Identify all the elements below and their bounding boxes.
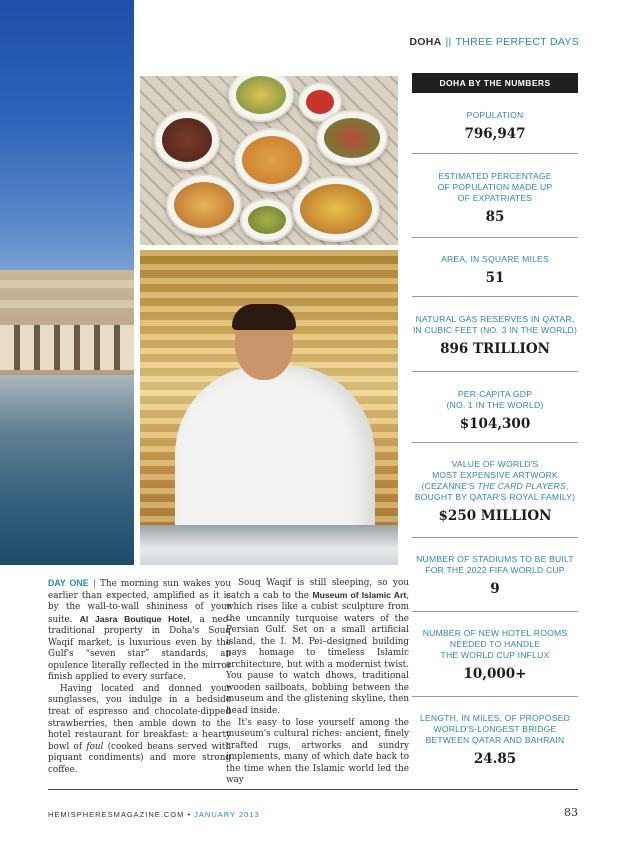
footer-site: HEMISPHERESMAGAZINE.COM: [48, 810, 185, 819]
stat-value: $104,300: [459, 416, 531, 432]
page-number: 83: [564, 806, 578, 819]
stat-value: 796,947: [464, 126, 526, 142]
stat-population: [412, 93, 578, 154]
article-column-2: [226, 578, 409, 787]
stat-label-line: BOUGHT BY QATAR'S ROYAL FAMILY): [414, 492, 576, 502]
man-hair: [232, 304, 296, 330]
stat-label: [412, 713, 578, 746]
footer-rule: [48, 789, 578, 790]
stat-label-line: THE WORLD CUP INFLUX: [440, 650, 550, 660]
water: [0, 375, 134, 565]
stat-label-line: MOST EXPENSIVE ARTWORK: [432, 470, 558, 480]
stat-gdp: [412, 372, 578, 443]
stat-value: 51: [485, 270, 505, 286]
numbers-sidebar: [412, 73, 578, 777]
building-tier: [0, 300, 134, 308]
article-text: Souq Waqif is still sleeping, so you catch a cab to the: [226, 578, 409, 601]
stat-label-line: NEEDED TO HANDLE: [449, 639, 541, 649]
stat-value: 9: [490, 581, 500, 597]
article-text: , which rises like a cubist sculpture from the uncannily turquoise waters of the Persian Gulf. Set on a small artificial island, the I. M. Pei–designed building pays homage to timeless Islamic architecture, but with a modernist twist. You pause to watch dhows, traditional wooden sailboats, bobbing between the museum and the glistening skyline, then head inside.: [226, 590, 409, 717]
header-city: DOHA: [409, 36, 442, 48]
stat-label-line: PER-CAPITA GDP: [457, 389, 533, 399]
stat-label-line: LENGTH, IN MILES, OF PROPOSED: [419, 713, 570, 723]
article-paragraph: [226, 578, 409, 718]
stat-label: [412, 389, 578, 411]
running-header: [409, 36, 579, 48]
stat-expatriates: [412, 154, 578, 238]
article-paragraph: It's easy to lose yourself among the museum's cultural riches: ancient, finely crafted rugs, artworks and sundry implements, many of which date back to the time when the Islamic world led the way: [226, 717, 409, 786]
stat-bridge: [412, 697, 578, 777]
stat-label: [412, 314, 578, 336]
plate: [292, 176, 380, 242]
day-kicker: DAY ONE: [48, 578, 89, 588]
stat-label-text: ,: [565, 481, 569, 491]
museum-name: Museum of Islamic Art: [312, 589, 407, 600]
article-column-1: [48, 578, 231, 776]
header-separator: ||: [445, 36, 452, 48]
footer-date: JANUARY 2013: [194, 810, 260, 819]
footer-credit: [48, 810, 260, 819]
hotel-name: Al Jasra Boutique Hotel: [79, 613, 190, 624]
stat-label-line: FOR THE 2022 FIFA WORLD CUP: [425, 565, 565, 575]
stat-stadiums: [412, 538, 578, 612]
stat-label-line: NATURAL GAS RESERVES IN QATAR,: [415, 314, 575, 324]
stat-artwork: [412, 443, 578, 538]
header-series: THREE PERFECT DAYS: [455, 36, 579, 48]
stat-area: [412, 238, 578, 297]
stat-value: $250 MILLION: [438, 508, 552, 524]
stat-label: [412, 554, 578, 576]
stat-label-line: ESTIMATED PERCENTAGE: [438, 171, 552, 181]
stat-gas-reserves: [412, 297, 578, 372]
museum-arches: [0, 325, 134, 370]
article-paragraph: [48, 578, 231, 684]
plate: [234, 128, 310, 192]
glass-counter: [140, 525, 398, 565]
stat-label-line: OF EXPATRIATES: [457, 193, 533, 203]
plate: [166, 174, 242, 236]
stat-label-line: NUMBER OF STADIUMS TO BE BUILT: [416, 554, 574, 564]
article-text: The morning sun wakes you earlier than expected, amplified as it is by the wall-to-wall shininess of your suite.: [48, 579, 231, 625]
stat-label-line: BETWEEN QATAR AND BAHRAIN: [425, 735, 565, 745]
artwork-title: THE CARD PLAYERS: [477, 481, 566, 491]
stat-label-line: [412, 481, 578, 492]
stat-label: AREA, IN SQUARE MILES: [441, 254, 549, 264]
stat-label-line: IN CUBIC FEET (NO. 3 IN THE WORLD): [412, 325, 578, 335]
stat-value: 896 TRILLION: [440, 341, 550, 357]
plate: [316, 110, 388, 166]
building-tier: [0, 280, 134, 288]
food-photo: [140, 76, 398, 245]
stat-label-line: WORLD'S-LONGEST BRIDGE: [433, 724, 557, 734]
kicker-separator: |: [92, 579, 96, 589]
plate: [154, 110, 220, 170]
stat-label: [412, 459, 578, 503]
article-text: , a neo-traditional property in Doha's Souq Waqif market, is luxurious even by the Gulf's “seven star” standards, an opulence literally reflected in the mirror finish applied to every surface.: [48, 614, 232, 683]
stat-label-line: (NO. 1 IN THE WORLD): [446, 400, 544, 410]
article-paragraph: [48, 684, 231, 776]
stat-value: 10,000+: [463, 666, 527, 682]
stat-label-line: OF POPULATION MADE UP: [437, 182, 553, 192]
sidebar-title: DOHA BY THE NUMBERS: [412, 73, 578, 93]
stat-label-line: VALUE OF WORLD'S: [451, 459, 539, 469]
footer-dot: •: [184, 810, 195, 819]
gold-souq-photo: [140, 250, 398, 565]
article-text: (cooked beans served with piquant condiments) and more strong coffee.: [48, 741, 232, 775]
plate: [240, 198, 294, 242]
stat-label-text: (CEZANNE'S: [421, 481, 478, 491]
stat-label: [412, 171, 578, 204]
sky: [0, 0, 134, 300]
stat-label: POPULATION: [466, 110, 524, 120]
stat-label-line: NUMBER OF NEW HOTEL ROOMS: [422, 628, 568, 638]
stat-hotel-rooms: [412, 612, 578, 697]
stat-label: [412, 628, 578, 661]
foul-term: foul: [86, 741, 104, 752]
article-text: Having located and donned your sunglasses, you indulge in a bedside treat of espresso and chocolate-dipped strawberries, then amble down to the hotel restaurant for breakfast: a hearty bowl of: [48, 683, 231, 752]
stat-value: 24.85: [473, 751, 517, 767]
plate: [228, 76, 294, 122]
stat-value: 85: [485, 209, 505, 225]
museum-photo: [0, 0, 134, 565]
